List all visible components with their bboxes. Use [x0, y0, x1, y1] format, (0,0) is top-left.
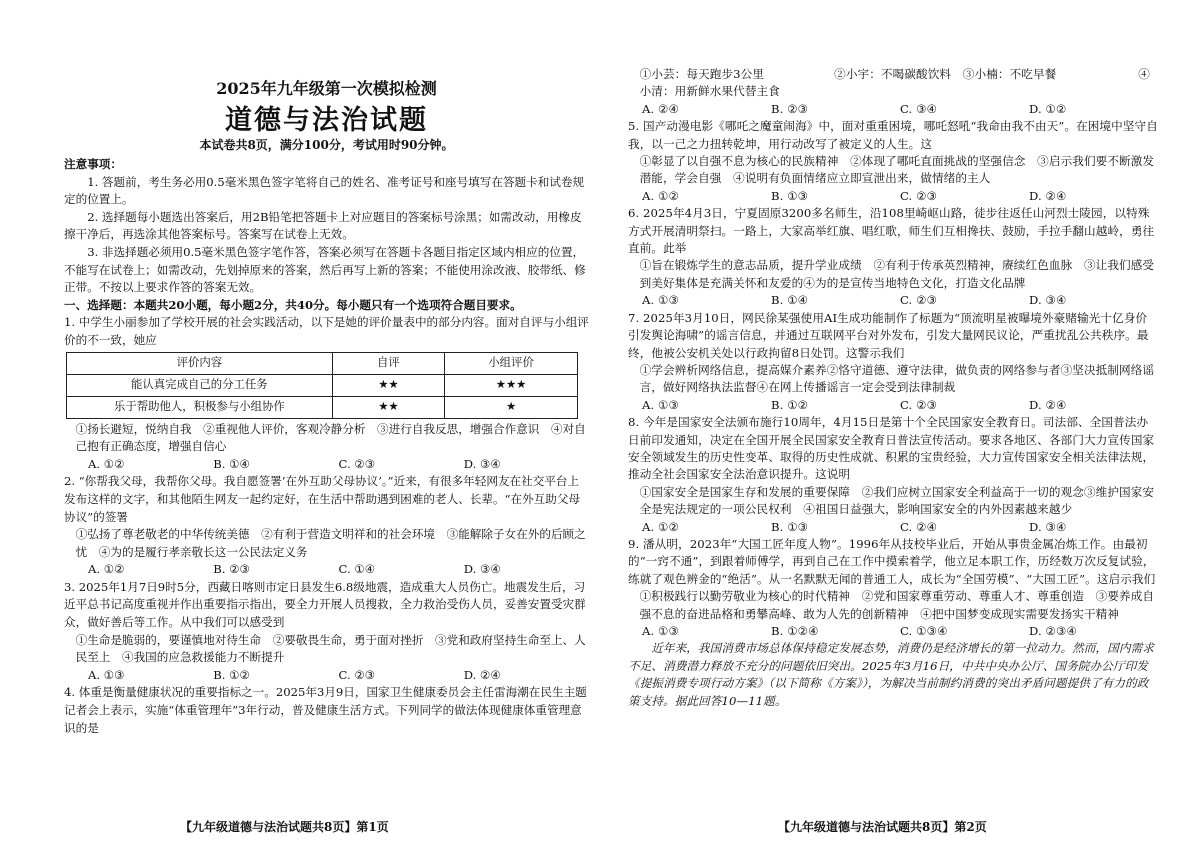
table-cell: ★★ — [332, 374, 444, 396]
table-row — [67, 396, 578, 418]
question-6-statements: ①旨在锻炼学生的意志品质，提升学业成绩 ②有利于传承英烈精神，赓续红色血脉 ③让我们感受到美好集体是充满关怀和友爱的④为的是宣传当地特色文化，打造文化品牌 — [639, 258, 1155, 290]
option-d: D. ②④ — [1029, 397, 1067, 412]
option-d: D. ③④ — [1029, 293, 1067, 308]
notes-heading: 注意事项： — [64, 157, 122, 171]
table-cell: 能认真完成自己的分工任务 — [67, 374, 333, 396]
question-7-stem: 7. 2025年3月10日，网民徐某强使用AI生成功能制作了标题为“顶流明星被曝境外豪赌输光十亿身价引发舆论海啸”的谣言信息，并通过互联网平台对外发布，引发大量网民议论，严重扰乱公共秩序。最终，他被公安机关处以行政拘留8日处罚。这警示我们 — [628, 310, 1149, 360]
question-7-options — [628, 397, 1158, 414]
option-a: A. ①③ — [642, 293, 680, 308]
option-b: B. ①④ — [213, 456, 250, 471]
option-a: A. ①② — [642, 519, 680, 534]
note-item: 3. 非选择题必须用0.5毫米黑色签字笔作答，答案必须写在答题卡各题目指定区域内相应的位置，不能写在试卷上；如需改动，先划掉原来的答案，然后再写上新的答案；不能使用涂改液、胶带纸、修正带。不按以上要求作答的答案无效。 — [64, 244, 586, 295]
question-5-statements: ①彰显了以自强不息为核心的民族精神 ②体现了哪吒直面挑战的坚强信念 ③启示我们要不断激发潜能，学会自强 ④说明有负面情绪应立即宣泄出来，做情绪的主人 — [639, 154, 1155, 186]
table-cell: 乐于帮助他人，积极参与小组协作 — [67, 396, 333, 418]
exam-info: 本试卷共8页，满分100分，考试用时90分钟。 — [199, 138, 454, 152]
table-cell: ★★★ — [445, 374, 578, 396]
question-9-stem: 9. 潘从明，2023年“大国工匠年度人物”。1996年从技校毕业后，开始从事贵金属冶炼工作。由最初的“一窍不通”，到跟着师傅学，再到自己在工作中摸索着学，他立足本职工作，历经数万次反复试验，练就了观色辨金的“绝活”。从一名默默无闻的普通工人，成长为“全国劳模”、“大国工匠”。这启示我们 — [628, 536, 1156, 586]
note-item: 1. 答题前，考生务必用0.5毫米黑色签字笔将自己的姓名、准考证号和座号填写在答题卡和试卷规定的位置上。 — [64, 174, 585, 207]
table-header: 评价内容 — [67, 352, 333, 374]
option-a: A. ①② — [88, 456, 125, 471]
table-header: 自评 — [332, 352, 444, 374]
question-5-stem: 5. 国产动漫电影《哪吒之魔童闹海》中，面对重重困境，哪吒怒吼“我命由我不由天”。在困境中坚守自我，以一己之力扭转乾坤，用行动改写了被定义的人生。这 — [628, 119, 1158, 151]
question-4-stem: 4. 体重是衡量健康状况的重要指标之一。2025年3月9日，国家卫生健康委员会主任雷海潮在民生主题记者会上表示，实施“体重管理年”3年行动，普及健康生活方式。下列同学的做法体现健康体重管理意识的是 — [64, 685, 587, 735]
question-9-statements: ①积极践行以勤劳敬业为核心的时代精神 ②党和国家尊重劳动、尊重人才、尊重创造 ③要养成自强不息的奋进品格和勇攀高峰、敢为人先的创新精神 ④把中国梦变成现实需要发扬实干精神 — [639, 589, 1155, 621]
question-2-options — [64, 561, 589, 579]
right-column — [628, 66, 1158, 710]
option-c: C. ②④ — [900, 519, 938, 534]
question-3-stem: 3. 2025年1月7日9时5分，西藏日喀则市定日县发生6.8级地震，造成重大人员伤亡。地震发生后，习近平总书记高度重视并作出重要指示指出，要全力开展人员搜救，全力救治受伤人员，妥善安置受灾群众，做好善后等工作。从中我们可以感受到 — [64, 579, 586, 630]
left-column — [64, 156, 589, 737]
option-b: B. ②③ — [213, 562, 250, 577]
question-6-stem: 6. 2025年4月3日，宁夏固原3200多名师生，沿108里崎岖山路，徒步往返任山河烈士陵园，以特殊方式开展清明祭扫。一路上，大家高举红旗、唱红歌，师生们互相搀扶、鼓励，手拉手翻山越岭，勇往直前。此举 — [628, 206, 1155, 256]
table-cell: ★★ — [332, 396, 444, 418]
table-cell: ★ — [445, 396, 578, 418]
option-d: D. ③④ — [1029, 519, 1067, 534]
option-c: C. ②③ — [900, 397, 938, 412]
option-b: B. ①③ — [771, 519, 809, 534]
question-3-options — [64, 667, 589, 685]
question-6-options — [628, 292, 1158, 309]
table-header: 小组评价 — [445, 352, 578, 374]
option-b: B. ①④ — [771, 293, 809, 308]
option-b: B. ②③ — [771, 101, 809, 116]
option-a: A. ①② — [642, 188, 680, 203]
option-c: C. ①③④ — [900, 624, 948, 638]
option-a: A. ①③ — [642, 624, 680, 638]
page-footer-left: 【九年级道德与法治试题共8页】第1页 — [180, 820, 389, 834]
question-8-stem: 8. 今年是国家安全法颁布施行10周年，4月15日是第十个全民国家安全教育日。司法部、全国普法办日前印发通知，决定在全国开展全民国家安全教育日普法宣传活动。要求各地区、各部门大力宣传国家安全领域发生的历史性变革、取得的历史性成就、积累的宝贵经验，大力宣传国家安全相关法律法规，推动全社会国家安全法治意识提升。这说明 — [628, 415, 1155, 482]
option-c: C. ②③ — [900, 188, 938, 203]
table-row — [67, 374, 578, 396]
option-c: C. ②③ — [900, 293, 938, 308]
option-c: C. ②③ — [338, 667, 376, 682]
exam-title: 2025年九年级第一次模拟检测 — [216, 79, 437, 98]
question-3-statements: ①生命是脆弱的，要谨慎地对待生命 ②要敬畏生命，勇于面对挫折 ③党和政府坚持生命至上、人民至上 ④我国的应急救援能力不断提升 — [75, 632, 586, 665]
option-d: D. ③④ — [463, 456, 501, 471]
option-a: A. ①③ — [88, 667, 125, 682]
question-5-options — [628, 188, 1158, 205]
question-9-options — [628, 623, 1158, 640]
option-d: D. ②④ — [463, 667, 501, 682]
option-b: B. ①② — [213, 667, 250, 682]
evaluation-table — [66, 352, 578, 419]
option-d: D. ②④ — [1029, 188, 1067, 203]
question-2-statements: ①弘扬了尊老敬老的中华传统美德 ②有利于营造文明祥和的社会环境 ③能解除子女在外的后顾之忧 ④为的是履行孝亲敬长这一公民法定义务 — [75, 527, 586, 559]
option-b: B. ①③ — [771, 188, 809, 203]
question-4-options — [628, 101, 1158, 118]
section-heading: 一、选择题：本题共20小题，每小题2分，共40分。每小题只有一个选项符合题目要求。 — [64, 297, 522, 312]
question-1-statements: ①扬长避短，悦纳自我 ②重视他人评价，客观冷静分析 ③进行自我反思，增强合作意识 ④对自己抱有正确态度，增强自信心 — [75, 421, 586, 454]
option-d: D. ③④ — [463, 562, 501, 577]
question-1-stem: 1. 中学生小丽参加了学校开展的社会实践活动，以下是她的评价量表中的部分内容。面对自评与小组评价的不一致，她应 — [64, 315, 589, 347]
option-c: C. ①④ — [338, 562, 376, 577]
option-b: B. ①② — [771, 397, 809, 412]
option-c: C. ②③ — [338, 456, 376, 471]
page-footer-right: 【九年级道德与法治试题共8页】第2页 — [778, 820, 987, 834]
option-b: B. ①②④ — [771, 624, 819, 638]
question-8-options — [628, 519, 1158, 536]
option-a: A. ①② — [88, 562, 125, 577]
option-d: D. ①② — [1029, 101, 1067, 116]
question-2-stem: 2. “你帮我父母，我帮你父母。我自愿签署‘在外互助父母协议’。”近来，有很多年轻网友在社交平台上发布这样的文字，和其他陌生网友一起约定好，在生活中帮助遇到困难的老人、长辈。“在外互助父母协议”的签署 — [64, 474, 581, 524]
question-7-statements: ①学会辨析网络信息，提高媒介素养②恪守道德、遵守法律，做负责的网络参与者③坚决抵制网络谣言，做好网络执法监督④在网上传播谣言一定会受到法律制裁 — [639, 362, 1155, 395]
note-item: 2. 选择题每小题选出答案后，用2B铅笔把答题卡上对应题目的答案标号涂黑；如需改动，用橡皮擦干净后，再选涂其他答案标号。答案写在试卷上无效。 — [64, 209, 582, 242]
question-4-statements: ①小芸：每天跑步3公里 ②小宇：不喝碳酸饮料 ③小楠：不吃早餐 ④小清：用新鲜水果代替主食 — [639, 67, 1150, 99]
option-a: A. ①③ — [642, 397, 680, 412]
option-c: C. ③④ — [900, 101, 938, 116]
option-d: D. ②③④ — [1029, 624, 1078, 638]
passage-10-11: 近年来，我国消费市场总体保持稳定发展态势，消费仍是经济增长的第一拉动力。然而，国内需求不足、消费潜力释放不充分的问题依旧突出。2025年3月16日，中共中央办公厅、国务院办公厅印发《提振消费专项行动方案》（以下简称《方案》），为解决当前制约消费的突出矛盾问题提供了有力的政策支持。据此回答10—11题。 — [628, 641, 1155, 708]
question-8-statements: ①国家安全是国家生存和发展的重要保障 ②我们应树立国家安全利益高于一切的观念③维护国家安全是宪法规定的一项公民权利 ④祖国日益强大，影响国家安全的内外因素越来越少 — [639, 484, 1155, 517]
subject-title: 道德与法治试题 — [225, 105, 428, 136]
table-header-row — [67, 352, 578, 374]
question-1-options — [64, 456, 589, 474]
option-a: A. ②④ — [642, 101, 680, 116]
